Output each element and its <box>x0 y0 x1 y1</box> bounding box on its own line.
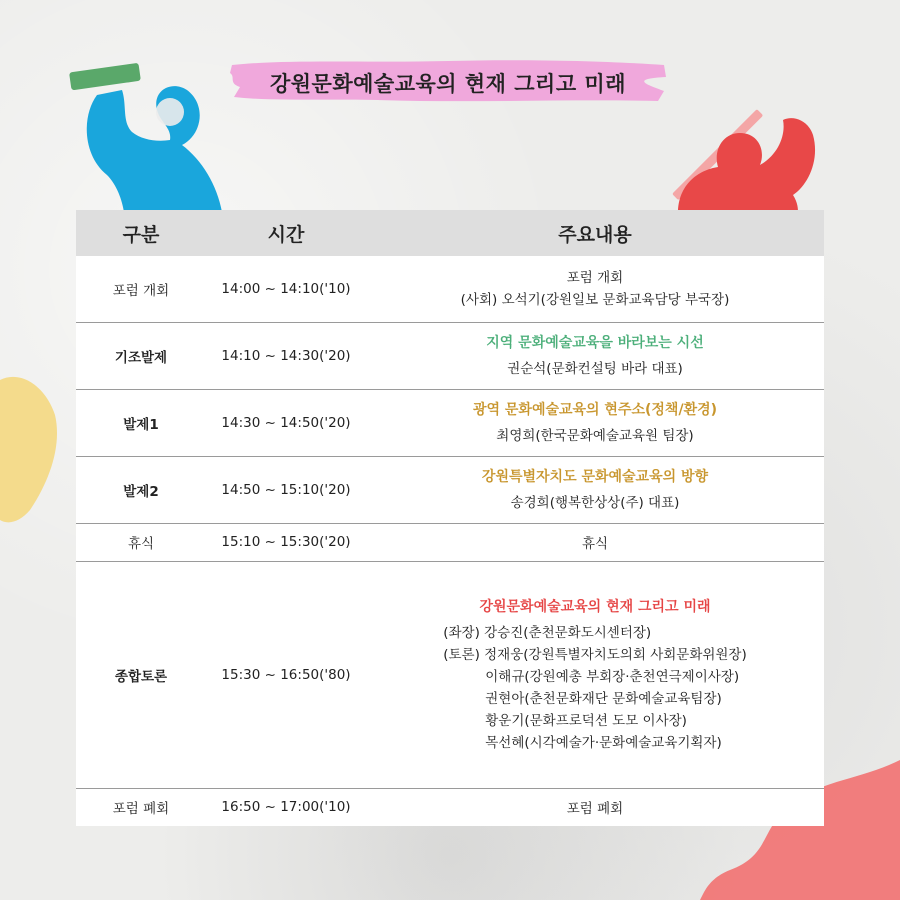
section-cell: 포럼 개회 <box>76 256 206 322</box>
title-banner <box>228 55 668 105</box>
topic-title: 강원문화예술교육의 현재 그리고 미래 <box>479 598 711 615</box>
table-header-row <box>76 210 824 256</box>
section-cell: 종합토론 <box>76 561 206 788</box>
time-cell: 15:30 ~ 16:50('80) <box>206 561 366 788</box>
topic-title: 강원특별자치도 문화예술교육의 방향 <box>481 468 709 485</box>
time-cell: 14:00 ~ 14:10('10) <box>206 256 366 322</box>
panelist-line: (토론) 정재웅(강원특별자치도의회 사회문화위원장) <box>443 646 747 663</box>
time-cell: 16:50 ~ 17:00('10) <box>221 799 351 816</box>
table-row <box>76 788 824 826</box>
header-section: 구분 <box>76 210 206 256</box>
presenter-line: 최영희(한국문화예술교육원 팀장) <box>496 427 694 444</box>
table-row <box>76 256 824 322</box>
moderator-line: (좌장) 강승진(춘천문화도시센터장) <box>443 624 652 641</box>
table-row <box>76 523 824 561</box>
content-cell <box>366 561 824 788</box>
section-cell: 발제1 <box>76 389 206 456</box>
panel-list <box>443 622 747 754</box>
panelist-line: 이해규(강원예총 부회장·춘천연극제이사장) <box>485 668 740 685</box>
time-cell: 14:10 ~ 14:30('20) <box>206 322 366 389</box>
panelist-line: 권현아(춘천문화재단 문화예술교육팀장) <box>485 690 722 707</box>
panelist-line: 목선혜(시각예술가·문화예술교육기획자) <box>485 734 722 751</box>
topic-title: 광역 문화예술교육의 현주소(정책/환경) <box>472 401 718 418</box>
topic-title: 지역 문화예술교육을 바라보는 시선 <box>486 334 704 351</box>
table-row <box>76 322 824 389</box>
table-row <box>76 389 824 456</box>
content-cell <box>366 322 824 389</box>
red-figure-illustration <box>668 95 828 213</box>
content-cell <box>366 389 824 456</box>
yellow-paint-blot <box>0 360 60 525</box>
table-row <box>76 561 824 788</box>
table-row <box>76 456 824 523</box>
section-cell: 휴식 <box>76 523 206 561</box>
page-title: 강원문화예술교육의 현재 그리고 미래 <box>269 72 626 96</box>
section-cell: 발제2 <box>76 456 206 523</box>
header-content: 주요내용 <box>366 210 824 256</box>
section-cell: 기조발제 <box>76 322 206 389</box>
content-cell <box>366 256 824 322</box>
content-cell <box>366 456 824 523</box>
content-line: 포럼 개회 <box>566 269 624 286</box>
presenter-line: 권순석(문화컨설팅 바라 대표) <box>507 360 683 377</box>
content-cell: 휴식 <box>366 523 824 561</box>
presenter-line: 송경희(행복한상상(주) 대표) <box>510 494 680 511</box>
content-line: (사회) 오석기(강원일보 문화교육담당 부국장) <box>460 291 730 308</box>
time-cell: 15:10 ~ 15:30('20) <box>206 523 366 561</box>
content-cell: 포럼 폐회 <box>566 801 624 818</box>
header-time: 시간 <box>206 210 366 256</box>
time-cell: 14:50 ~ 15:10('20) <box>206 456 366 523</box>
time-cell: 14:30 ~ 14:50('20) <box>206 389 366 456</box>
panelist-line: 황운기(문화프로덕션 도모 이사장) <box>485 712 687 729</box>
section-cell: 포럼 폐회 <box>112 801 170 818</box>
blue-figure-illustration <box>62 60 227 212</box>
schedule-table <box>76 210 824 826</box>
